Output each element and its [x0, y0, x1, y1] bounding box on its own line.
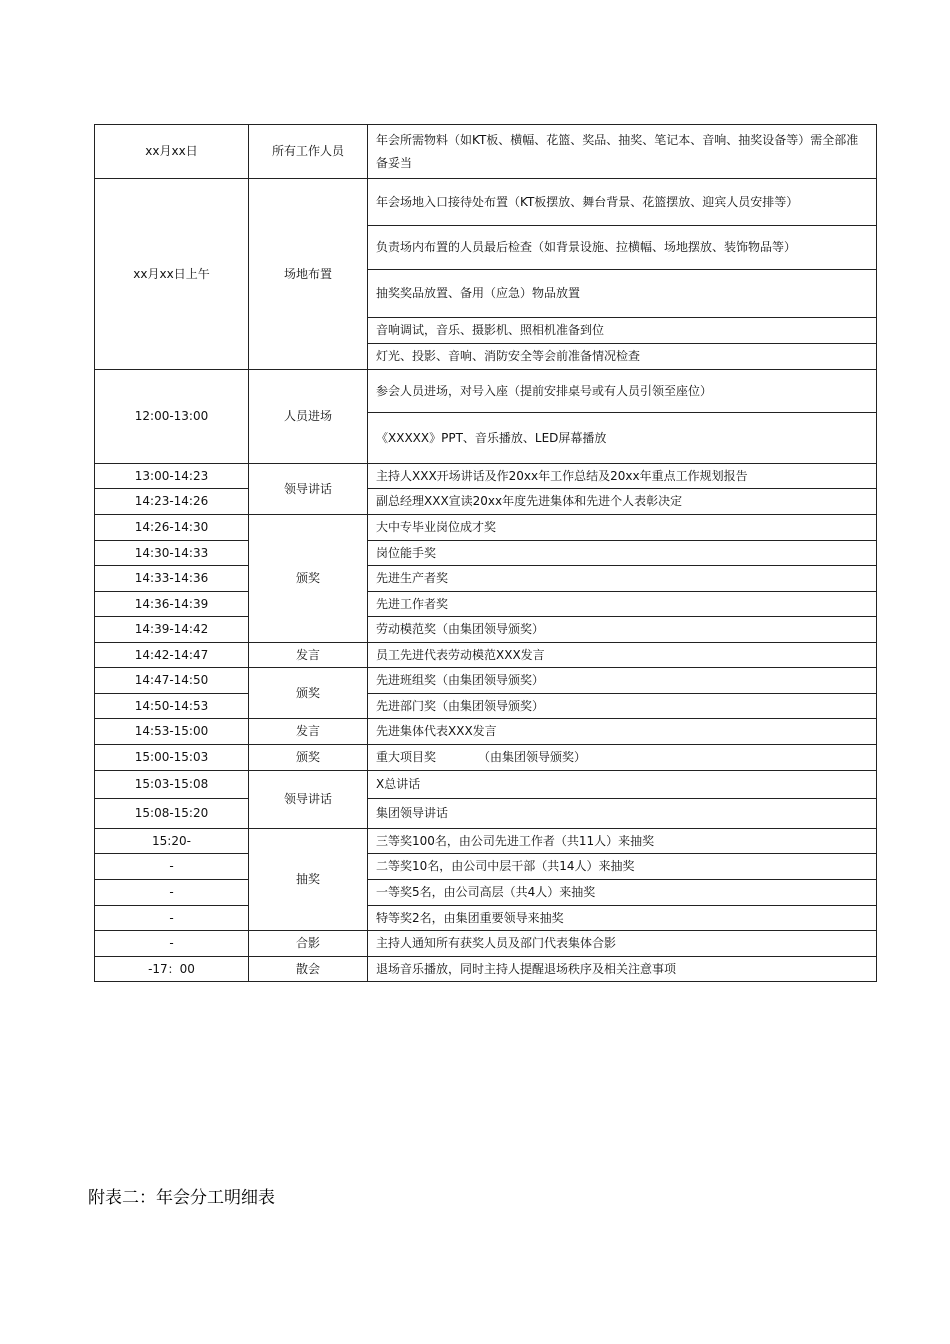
- table-row: [95, 370, 877, 413]
- task-cell: 负责场内布置的人员最后检查（如背景设施、拉横幅、场地摆放、装饰物品等）: [368, 226, 877, 270]
- category-cell: 发言: [249, 643, 368, 668]
- task-cell: 特等奖2名，由集团重要领导来抽奖: [368, 906, 877, 931]
- table-row: [95, 931, 877, 957]
- task-cell: 大中专毕业岗位成才奖: [368, 515, 877, 541]
- table-row: [95, 854, 877, 880]
- table-row: [95, 464, 877, 489]
- time-cell: 14:36-14:39: [95, 592, 249, 617]
- category-cell: 发言: [249, 719, 368, 745]
- time-cell: 14:42-14:47: [95, 643, 249, 668]
- category-cell: 散会: [249, 957, 368, 982]
- time-cell: 14:39-14:42: [95, 617, 249, 643]
- table-row: [95, 668, 877, 694]
- time-cell: 15:00-15:03: [95, 745, 249, 771]
- task-cell: 先进生产者奖: [368, 566, 877, 592]
- time-cell: 13:00-14:23: [95, 464, 249, 489]
- task-cell: 灯光、投影、音响、消防安全等会前准备情况检查: [368, 344, 877, 370]
- time-cell: -: [95, 854, 249, 880]
- task-cell: 参会人员进场，对号入座（提前安排桌号或有人员引领至座位）: [368, 370, 877, 413]
- time-cell: xx月xx日上午: [95, 179, 249, 370]
- category-cell: 合影: [249, 931, 368, 957]
- category-cell: 颁奖: [249, 668, 368, 719]
- table-row: [95, 799, 877, 829]
- task-cell: 二等奖10名，由公司中层干部（共14人）来抽奖: [368, 854, 877, 880]
- table-row: [95, 829, 877, 854]
- category-cell: 颁奖: [249, 515, 368, 643]
- table-row: [95, 880, 877, 906]
- task-cell: 员工先进代表劳动模范XXX发言: [368, 643, 877, 668]
- task-cell: 《XXXXX》PPT、音乐播放、LED屏幕播放: [368, 413, 877, 464]
- category-cell: 所有工作人员: [249, 125, 368, 179]
- time-cell: 15:08-15:20: [95, 799, 249, 829]
- schedule-table: [94, 124, 877, 982]
- time-cell: -: [95, 931, 249, 957]
- category-cell: 场地布置: [249, 179, 368, 370]
- time-cell: 12:00-13:00: [95, 370, 249, 464]
- task-cell: 主持人XXX开场讲话及作20xx年工作总结及20xx年重点工作规划报告: [368, 464, 877, 489]
- table-row: [95, 643, 877, 668]
- task-cell: 年会场地入口接待处布置（KT板摆放、舞台背景、花篮摆放、迎宾人员安排等）: [368, 179, 877, 226]
- task-cell: 一等奖5名，由公司高层（共4人）来抽奖: [368, 880, 877, 906]
- time-cell: 14:33-14:36: [95, 566, 249, 592]
- time-cell: -: [95, 880, 249, 906]
- task-cell: 音响调试，音乐、摄影机、照相机准备到位: [368, 318, 877, 344]
- task-cell: 先进部门奖（由集团领导颁奖）: [368, 694, 877, 719]
- task-cell: 劳动模范奖（由集团领导颁奖）: [368, 617, 877, 643]
- task-cell: 副总经理XXX宣读20xx年度先进集体和先进个人表彰决定: [368, 489, 877, 515]
- table-row: [95, 957, 877, 982]
- time-cell: -: [95, 906, 249, 931]
- time-cell: 14:26-14:30: [95, 515, 249, 541]
- table-row: [95, 489, 877, 515]
- table-row: [95, 592, 877, 617]
- task-cell: 年会所需物料（如KT板、横幅、花篮、奖品、抽奖、笔记本、音响、抽奖设备等）需全部准备妥当: [368, 125, 877, 179]
- category-cell: 领导讲话: [249, 464, 368, 515]
- task-cell: 重大项目奖 （由集团领导颁奖）: [368, 745, 877, 771]
- task-cell: 先进班组奖（由集团领导颁奖）: [368, 668, 877, 694]
- task-cell: 集团领导讲话: [368, 799, 877, 829]
- table-row: [95, 719, 877, 745]
- table-row: [95, 617, 877, 643]
- table-row: [95, 125, 877, 179]
- category-cell: 抽奖: [249, 829, 368, 931]
- time-cell: 14:50-14:53: [95, 694, 249, 719]
- task-cell: 岗位能手奖: [368, 541, 877, 566]
- time-cell: 15:03-15:08: [95, 771, 249, 799]
- task-cell: 主持人通知所有获奖人员及部门代表集体合影: [368, 931, 877, 957]
- table-row: [95, 745, 877, 771]
- category-cell: 颁奖: [249, 745, 368, 771]
- time-cell: 15:20-: [95, 829, 249, 854]
- time-cell: 14:30-14:33: [95, 541, 249, 566]
- table-row: [95, 541, 877, 566]
- task-cell: 退场音乐播放，同时主持人提醒退场秩序及相关注意事项: [368, 957, 877, 982]
- time-cell: -17：00: [95, 957, 249, 982]
- time-cell: xx月xx日: [95, 125, 249, 179]
- task-cell: X总讲话: [368, 771, 877, 799]
- time-cell: 14:23-14:26: [95, 489, 249, 515]
- task-cell: 抽奖奖品放置、备用（应急）物品放置: [368, 270, 877, 318]
- time-cell: 14:53-15:00: [95, 719, 249, 745]
- table-row: [95, 566, 877, 592]
- table-row: [95, 694, 877, 719]
- appendix-title: 附表二：年会分工明细表: [88, 1188, 275, 1208]
- category-cell: 领导讲话: [249, 771, 368, 829]
- table-row: [95, 515, 877, 541]
- category-cell: 人员进场: [249, 370, 368, 464]
- task-cell: 先进集体代表XXX发言: [368, 719, 877, 745]
- table-row: [95, 771, 877, 799]
- time-cell: 14:47-14:50: [95, 668, 249, 694]
- table-row: [95, 179, 877, 226]
- task-cell: 先进工作者奖: [368, 592, 877, 617]
- table-row: [95, 906, 877, 931]
- task-cell: 三等奖100名，由公司先进工作者（共11人）来抽奖: [368, 829, 877, 854]
